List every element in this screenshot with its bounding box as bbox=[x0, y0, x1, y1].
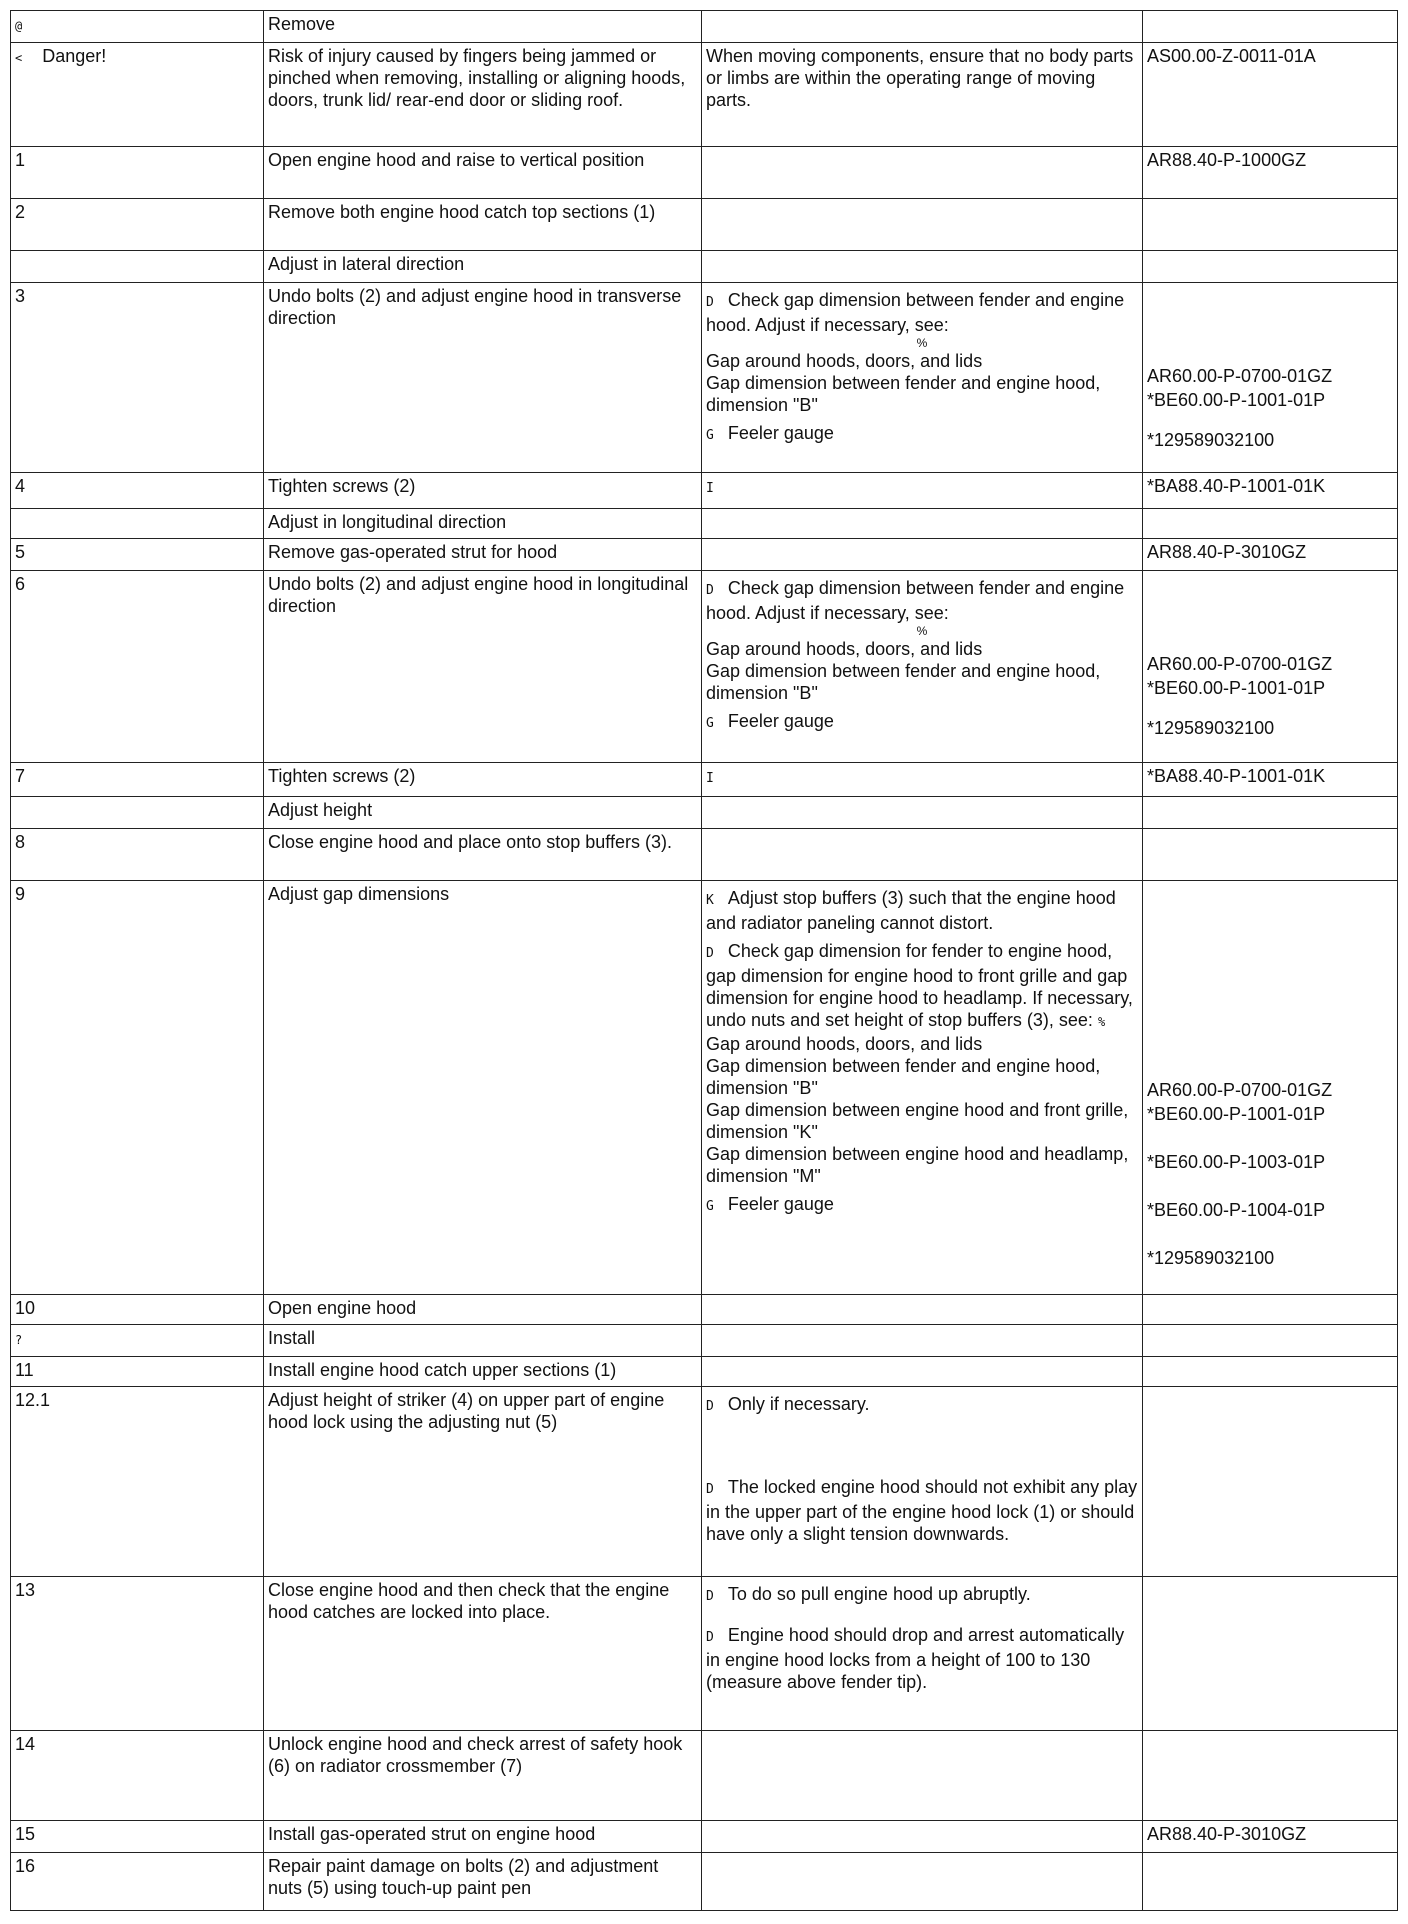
gauge-icon: G bbox=[706, 716, 714, 731]
see-icon: % bbox=[1097, 1015, 1106, 1029]
section-symbol: @ bbox=[11, 11, 264, 43]
table-row bbox=[11, 539, 1398, 571]
step-notes: D Check gap dimension between fender and engine hood. Adjust if necessary, see: % Gap around hoods, doors, and lids Gap dimension between fender and engine hood, dimension "B" G Feeler gauge bbox=[702, 571, 1143, 763]
table-row bbox=[11, 1577, 1398, 1731]
step-notes: D Check gap dimension between fender and engine hood. Adjust if necessary, see: % Gap around hoods, doors, and lids Gap dimension between fender and engine hood, dimension "B" G Feeler gauge bbox=[702, 283, 1143, 473]
step-text: Unlock engine hood and check arrest of safety hook (6) on radiator crossmember (7) bbox=[264, 1731, 702, 1821]
step-number: 16 bbox=[11, 1853, 264, 1911]
step-ref: *BA88.40-P-1001-01K bbox=[1143, 763, 1398, 797]
gauge-icon: G bbox=[706, 1199, 714, 1214]
table-row bbox=[11, 473, 1398, 509]
step-text: Adjust height of striker (4) on upper part of engine hood lock using the adjusting nut (5) bbox=[264, 1387, 702, 1577]
subsection-title: Adjust in lateral direction bbox=[264, 251, 702, 283]
step-number: 3 bbox=[11, 283, 264, 473]
section-title: Remove bbox=[264, 11, 702, 43]
step-text: Close engine hood and then check that the engine hood catches are locked into place. bbox=[264, 1577, 702, 1731]
torque-icon: I bbox=[706, 481, 714, 496]
step-text: Install gas-operated strut on engine hood bbox=[264, 1821, 702, 1853]
step-number: 13 bbox=[11, 1577, 264, 1731]
step-number: 10 bbox=[11, 1295, 264, 1325]
step-text: Undo bolts (2) and adjust engine hood in longitudinal direction bbox=[264, 571, 702, 763]
see-icon: % bbox=[916, 336, 928, 350]
step-text: Install engine hood catch upper sections (1) bbox=[264, 1357, 702, 1387]
step-text: Tighten screws (2) bbox=[264, 473, 702, 509]
step-number: 4 bbox=[11, 473, 264, 509]
table-row bbox=[11, 763, 1398, 797]
table-row bbox=[11, 1295, 1398, 1325]
note-icon: D bbox=[706, 1399, 714, 1414]
table-row bbox=[11, 1325, 1398, 1357]
step-text: Repair paint damage on bolts (2) and adjustment nuts (5) using touch-up paint pen bbox=[264, 1853, 702, 1911]
step-number: 9 bbox=[11, 881, 264, 1295]
step-notes: K Adjust stop buffers (3) such that the engine hood and radiator paneling cannot distort. D Check gap dimension for fender to engine hood, gap dimension for engine hood to front grille and gap dimension for engine hood to headlamp. If necessary, undo nuts and set height of stop buffers (3), see: % Gap around hoods, doors, and lids Gap dimension between fender and engine hood, dimension "B" Gap dimension between engine hood and front grille, dimension "K" Gap dimension between engine hood and headlamp, dimension "M" G Feeler gauge bbox=[702, 881, 1143, 1295]
step-number: 2 bbox=[11, 199, 264, 251]
step-number: 11 bbox=[11, 1357, 264, 1387]
step-refs: AR60.00-P-0700-01GZ *BE60.00-P-1001-01P *129589032100 bbox=[1143, 283, 1398, 473]
step-text: Adjust gap dimensions bbox=[264, 881, 702, 1295]
see-icon: % bbox=[916, 624, 928, 638]
step-text: Open engine hood bbox=[264, 1295, 702, 1325]
step-ref: AR88.40-P-3010GZ bbox=[1143, 539, 1398, 571]
step-ref: *BA88.40-P-1001-01K bbox=[1143, 473, 1398, 509]
step-text: Open engine hood and raise to vertical position bbox=[264, 147, 702, 199]
step-number: 7 bbox=[11, 763, 264, 797]
step-number: 14 bbox=[11, 1731, 264, 1821]
gauge-icon: G bbox=[706, 428, 714, 443]
procedure-table bbox=[10, 10, 1398, 1911]
table-row bbox=[11, 251, 1398, 283]
table-row bbox=[11, 829, 1398, 881]
step-text: Tighten screws (2) bbox=[264, 763, 702, 797]
table-row-danger bbox=[11, 43, 1398, 147]
note-icon: K bbox=[706, 893, 714, 908]
table-row bbox=[11, 199, 1398, 251]
step-number: 6 bbox=[11, 571, 264, 763]
step-text: Remove gas-operated strut for hood bbox=[264, 539, 702, 571]
step-refs: AR60.00-P-0700-01GZ *BE60.00-P-1001-01P *129589032100 bbox=[1143, 571, 1398, 763]
step-number: 1 bbox=[11, 147, 264, 199]
note-icon: D bbox=[706, 583, 714, 598]
subsection-title: Adjust in longitudinal direction bbox=[264, 509, 702, 539]
step-number: 15 bbox=[11, 1821, 264, 1853]
step-number: 12.1 bbox=[11, 1387, 264, 1577]
danger-label: < Danger! bbox=[11, 43, 264, 147]
table-row bbox=[11, 283, 1398, 473]
torque-icon: I bbox=[706, 771, 714, 786]
step-notes: D To do so pull engine hood up abruptly. D Engine hood should drop and arrest automatically in engine hood locks from a height of 100 to 130 (measure above fender tip). bbox=[702, 1577, 1143, 1731]
step-text: Remove both engine hood catch top sections (1) bbox=[264, 199, 702, 251]
step-notes: D Only if necessary. D The locked engine hood should not exhibit any play in the upper part of the engine hood lock (1) or should have only a slight tension downwards. bbox=[702, 1387, 1143, 1577]
note-icon: D bbox=[706, 946, 714, 961]
section-title: Install bbox=[264, 1325, 702, 1357]
danger-note: When moving components, ensure that no body parts or limbs are within the operating range of moving parts. bbox=[702, 43, 1143, 147]
table-row bbox=[11, 1853, 1398, 1911]
step-number: 5 bbox=[11, 539, 264, 571]
table-row bbox=[11, 1387, 1398, 1577]
table-row bbox=[11, 1357, 1398, 1387]
install-icon: ? bbox=[15, 1333, 23, 1347]
table-row bbox=[11, 11, 1398, 43]
note-icon: D bbox=[706, 1630, 714, 1645]
table-row bbox=[11, 1821, 1398, 1853]
note-icon: D bbox=[706, 1482, 714, 1497]
table-row bbox=[11, 1731, 1398, 1821]
table-row bbox=[11, 881, 1398, 1295]
table-row bbox=[11, 797, 1398, 829]
note-icon: D bbox=[706, 1589, 714, 1604]
table-row bbox=[11, 571, 1398, 763]
note-icon: D bbox=[706, 295, 714, 310]
danger-ref: AS00.00-Z-0011-01A bbox=[1143, 43, 1398, 147]
step-ref: AR88.40-P-1000GZ bbox=[1143, 147, 1398, 199]
table-row bbox=[11, 147, 1398, 199]
step-ref: AR88.40-P-3010GZ bbox=[1143, 1821, 1398, 1853]
step-refs: AR60.00-P-0700-01GZ *BE60.00-P-1001-01P *BE60.00-P-1003-01P *BE60.00-P-1004-01P *129589032100 bbox=[1143, 881, 1398, 1295]
section-symbol bbox=[11, 1325, 264, 1357]
step-text: Close engine hood and place onto stop buffers (3). bbox=[264, 829, 702, 881]
step-number: 8 bbox=[11, 829, 264, 881]
table-row bbox=[11, 509, 1398, 539]
step-text: Undo bolts (2) and adjust engine hood in transverse direction bbox=[264, 283, 702, 473]
danger-icon: < bbox=[15, 51, 23, 65]
subsection-title: Adjust height bbox=[264, 797, 702, 829]
danger-text: Risk of injury caused by fingers being jammed or pinched when removing, installing or aligning hoods, doors, trunk lid/ rear-end door or sliding roof. bbox=[264, 43, 702, 147]
